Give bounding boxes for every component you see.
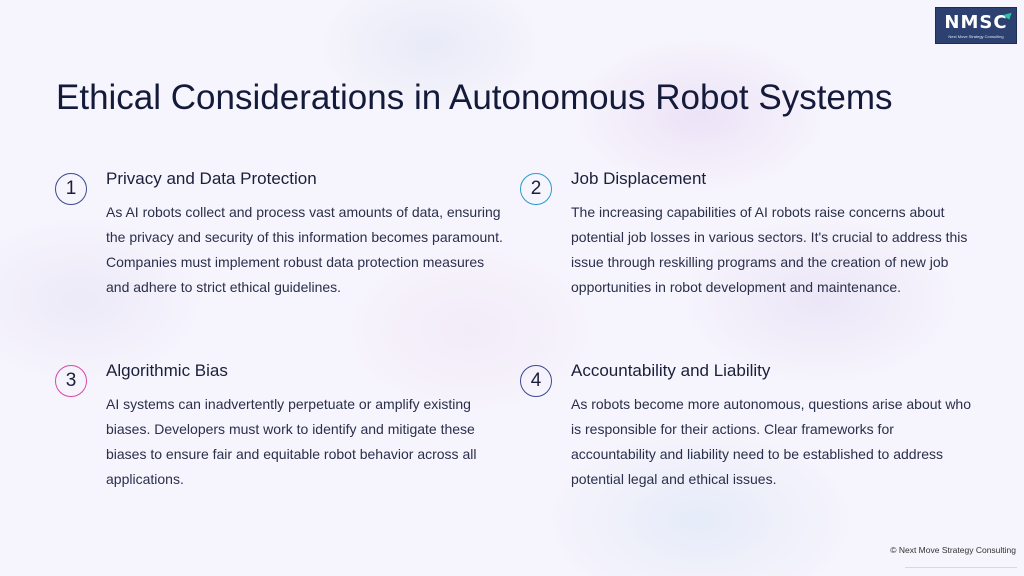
copyright-footer: © Next Move Strategy Consulting bbox=[890, 545, 1016, 555]
number-badge: 4 bbox=[520, 365, 552, 397]
footer-divider bbox=[905, 567, 1017, 568]
item-heading: Accountability and Liability bbox=[571, 361, 771, 380]
slide-title: Ethical Considerations in Autonomous Robot Systems bbox=[56, 78, 893, 117]
item-heading: Algorithmic Bias bbox=[106, 361, 228, 380]
item-body: As robots become more autonomous, questions arise about who is responsible for their actions. Clear frameworks for accountability and liability need to be established to address potential legal and ethical issues. bbox=[571, 396, 972, 487]
number-badge: 2 bbox=[520, 173, 552, 205]
logo-tagline: Next Move Strategy Consulting bbox=[948, 34, 1004, 39]
item-body: AI systems can inadvertently perpetuate or amplify existing biases. Developers must work to identify and mitigate these biases to ensure fair and equitable robot behavior across all applications. bbox=[106, 396, 477, 487]
number-badge: 3 bbox=[55, 365, 87, 397]
number-badge: 1 bbox=[55, 173, 87, 205]
item-body: The increasing capabilities of AI robots raise concerns about potential job losses in various sectors. It's crucial to address this issue through reskilling programs and the creation of new job opportunities in robot development and maintenance. bbox=[571, 204, 968, 295]
item-heading: Job Displacement bbox=[571, 169, 707, 188]
logo-text: NMSC bbox=[944, 12, 1008, 33]
item-heading: Privacy and Data Protection bbox=[106, 169, 317, 188]
item-body: As AI robots collect and process vast amounts of data, ensuring the privacy and security of this information becomes paramount. Companies must implement robust data protection measures and adhere to strict ethical guidelines. bbox=[106, 204, 503, 295]
company-logo bbox=[935, 7, 1017, 44]
